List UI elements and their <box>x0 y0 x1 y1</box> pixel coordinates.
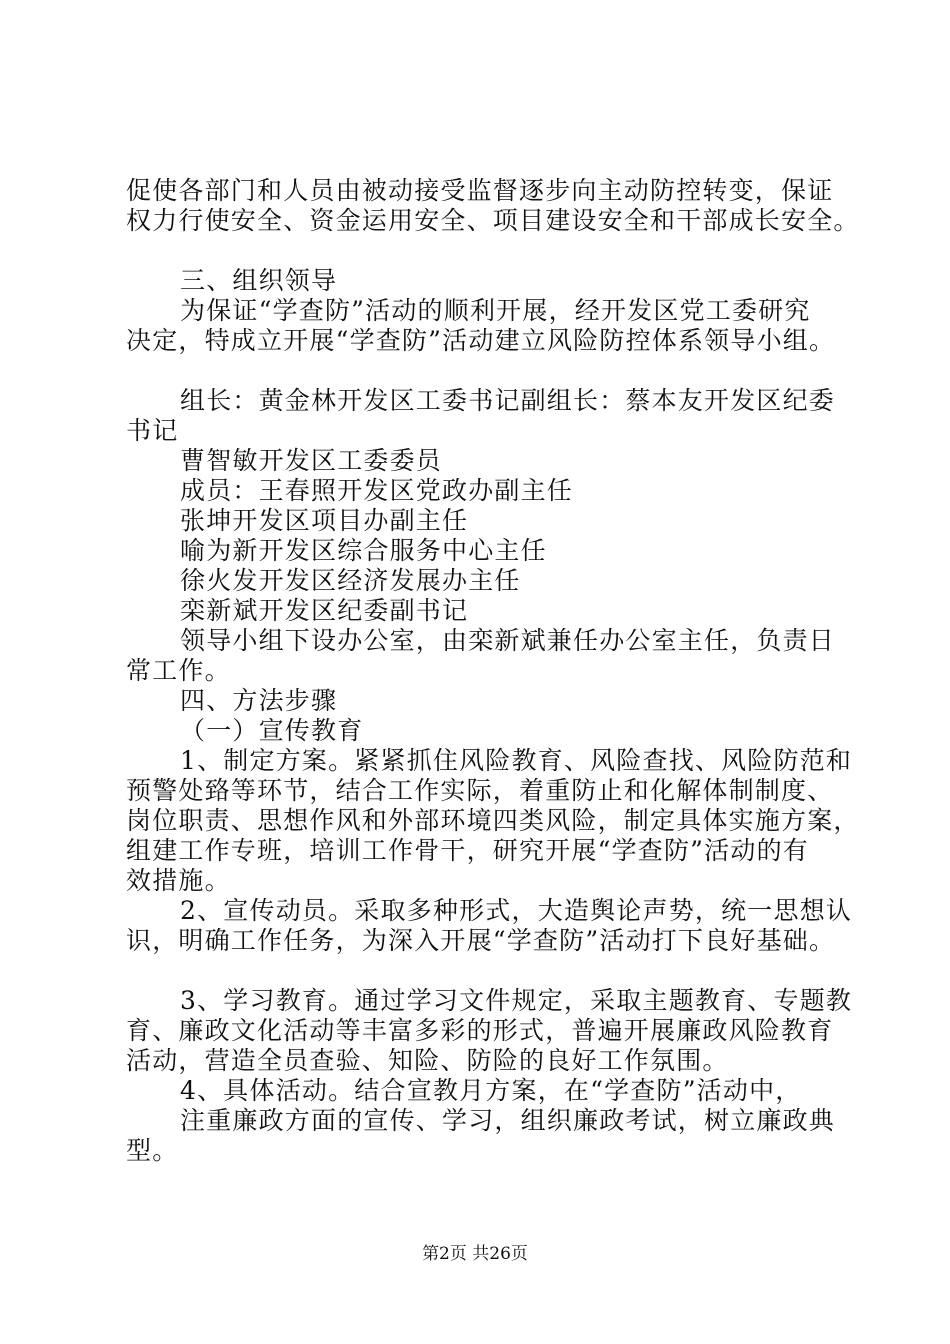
text-line: 权力行使安全、资金运用安全、项目建设安全和干部成长安全。 <box>126 206 860 235</box>
text-line: 识，明确工作任务，为深入开展“学查防”活动打下良好基础。 <box>126 926 836 955</box>
text-line: 组长：黄金林开发区工委书记副组长：蔡本友开发区纪委 <box>180 386 836 415</box>
text-line: 3、学习教育。通过学习文件规定，采取主题教育、专题教 <box>180 986 853 1015</box>
text-line: 徐火发开发区经济发展办主任 <box>180 566 521 595</box>
text-line: 型。 <box>126 1136 179 1165</box>
text-line: 栾新斌开发区纪委副书记 <box>180 596 469 625</box>
document-body <box>126 176 860 1166</box>
text-line: （一）宣传教育 <box>180 716 364 745</box>
text-line: 4、具体活动。结合宣教月方案，在“学查防”活动中， <box>180 1076 802 1105</box>
text-line: 喻为新开发区综合服务中心主任 <box>180 536 547 565</box>
page-footer: 第2页 共26页 <box>422 1244 528 1264</box>
text-line: 岗位职责、思想作风和外部环境四类风险，制定具体实施方案， <box>126 806 860 835</box>
text-line: 预警处臵等环节，结合工作实际，着重防止和化解体制制度、 <box>126 776 834 805</box>
paragraph-gap <box>126 356 846 386</box>
text-line: 曹智敏开发区工委委员 <box>180 446 443 475</box>
text-line: 领导小组下设办公室，由栾新斌兼任办公室主任，负责日 <box>180 626 836 655</box>
text-line: 四、方法步骤 <box>180 686 338 715</box>
text-line: 成员：王春照开发区党政办副主任 <box>180 476 574 505</box>
text-line: 书记 <box>126 416 179 445</box>
paragraph-gap <box>126 956 846 986</box>
text-line: 三、组织领导 <box>180 266 338 295</box>
text-line: 常工作。 <box>126 656 231 685</box>
text-line: 育、廉政文化活动等丰富多彩的形式，普遍开展廉政风险教育 <box>126 1016 834 1045</box>
text-line: 组建工作专班，培训工作骨干，研究开展“学查防”活动的有 <box>126 836 809 865</box>
text-line: 促使各部门和人员由被动接受监督逐步向主动防控转变，保证 <box>126 176 834 205</box>
text-line: 决定，特成立开展“学查防”活动建立风险防控体系领导小组。 <box>126 326 836 355</box>
text-line: 2、宣传动员。采取多种形式，大造舆论声势，统一思想认 <box>180 896 853 925</box>
text-line: 效措施。 <box>126 866 231 895</box>
text-line: 1、制定方案。紧紧抓住风险教育、风险查找、风险防范和 <box>180 746 853 775</box>
paragraph-gap <box>126 236 846 266</box>
text-line: 为保证“学查防”活动的顺利开展，经开发区党工委研究 <box>180 296 811 325</box>
text-line: 活动，营造全员查验、知险、防险的良好工作氛围。 <box>126 1046 729 1075</box>
text-line: 注重廉政方面的宣传、学习，组织廉政考试，树立廉政典 <box>180 1106 836 1135</box>
text-line: 张坤开发区项目办副主任 <box>180 506 469 535</box>
